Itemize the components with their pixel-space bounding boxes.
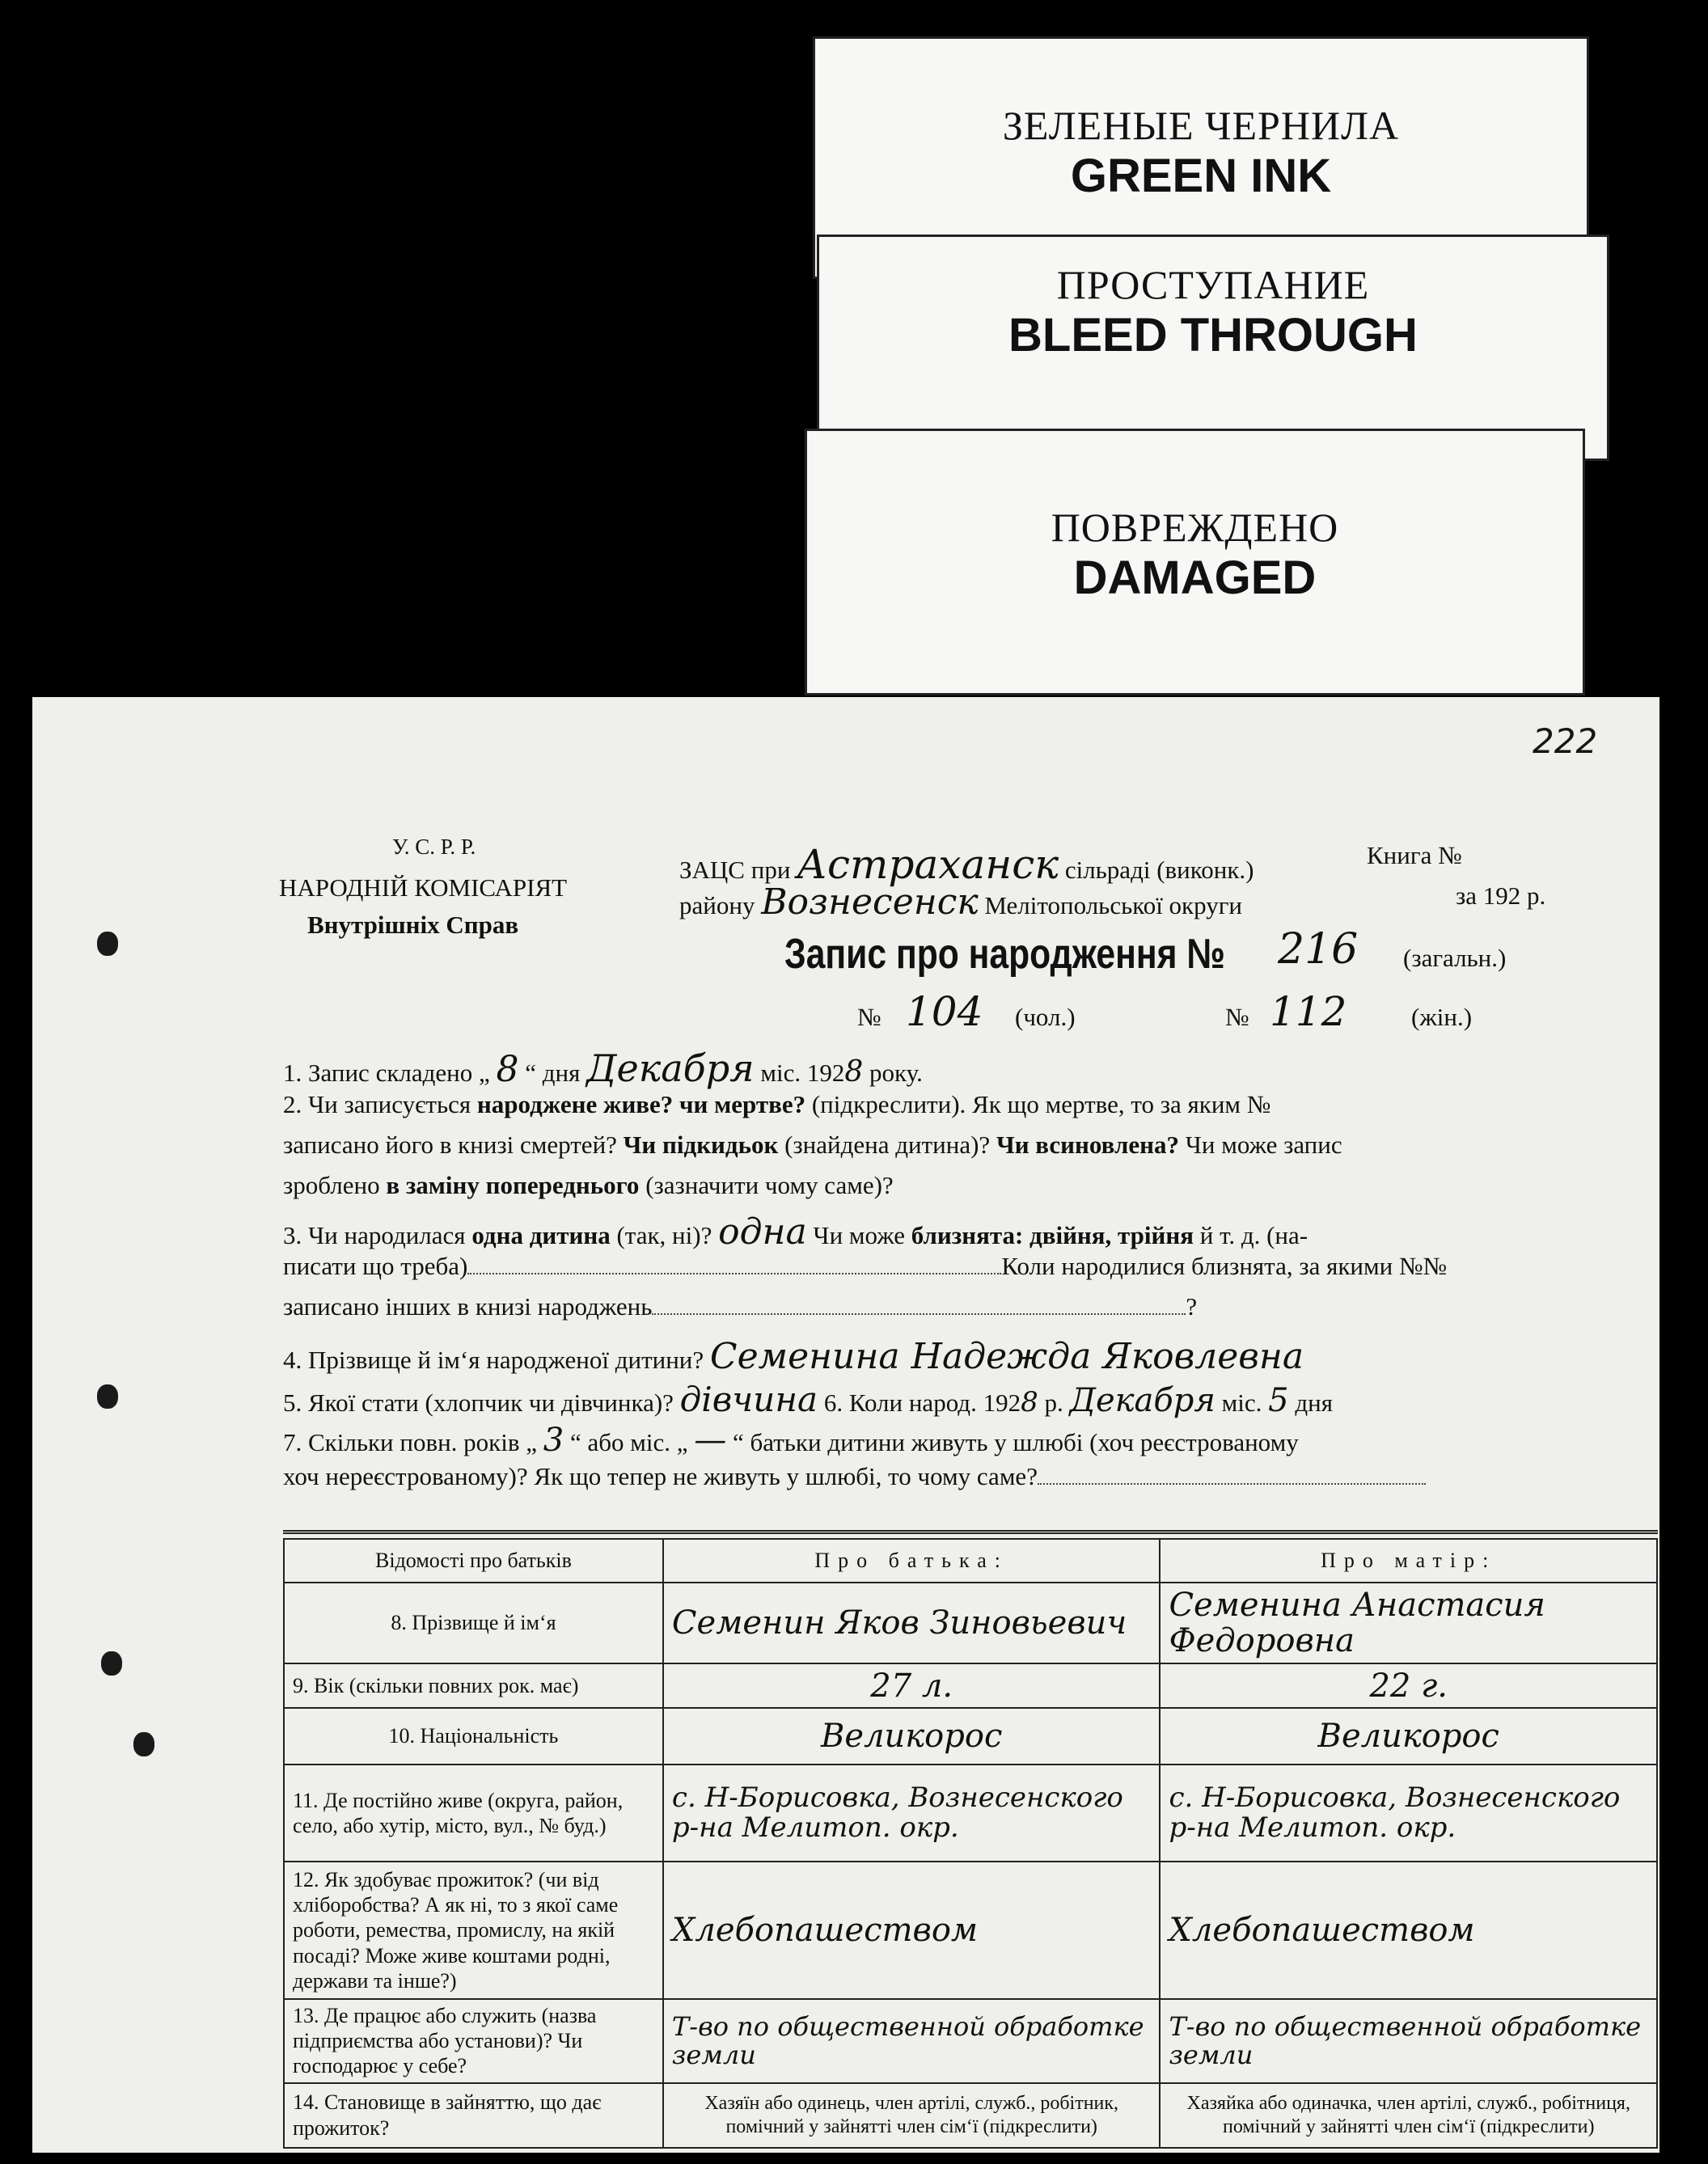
q7-text: “ батьки дитини живуть у шлюбі (хоч реєстрованому xyxy=(733,1428,1299,1456)
table-row xyxy=(284,1708,1657,1765)
father-value: Великорос xyxy=(663,1708,1161,1765)
table-row xyxy=(284,1663,1657,1708)
rayon-label: району xyxy=(679,891,755,919)
q2-text: Чи може запис xyxy=(1178,1131,1342,1159)
parents-table xyxy=(283,1538,1658,2149)
row-label: 10. Національність xyxy=(284,1708,663,1765)
q2-text: Чи всиновлена? xyxy=(996,1131,1179,1159)
father-value: Хлебопашеством xyxy=(663,1862,1161,1999)
mother-value: 22 г. xyxy=(1160,1663,1657,1708)
question-2-line1 xyxy=(283,1090,1270,1119)
q1-text: міс. 192 xyxy=(760,1059,845,1087)
q4-text: 4. Прізвище й ім‘я народженої дитини? xyxy=(283,1346,704,1374)
commissariat-label: НАРОДНІЙ КОМІСАРІЯТ xyxy=(279,873,568,902)
ussr-label: У. С. Р. Р. xyxy=(392,835,476,859)
record-title: Запис про народження № xyxy=(784,931,1225,978)
table-header: Про батька: xyxy=(663,1539,1161,1583)
internal-affairs-label: Внутрішніх Справ xyxy=(307,911,519,939)
fill-line xyxy=(1038,1483,1426,1485)
q3-text: писати що треба) xyxy=(283,1252,468,1280)
general-number: 216 xyxy=(1278,925,1359,974)
q1-text: “ дня xyxy=(525,1059,581,1087)
page-number: 222 xyxy=(1533,721,1598,761)
q7-text: 7. Скільки повн. років „ xyxy=(283,1428,537,1456)
mother-value: Хазяйка або одиначка, член артілі, служб., робітниця, помічний у зайнятті член сім‘ї (підкреслити) xyxy=(1160,2083,1657,2148)
birth-day: 5 xyxy=(1268,1382,1289,1419)
q3-text: 3. Чи народилася xyxy=(283,1221,472,1249)
q2-text: записано його в книзі смертей? xyxy=(283,1131,624,1159)
q2-text: 2. Чи записується xyxy=(283,1090,477,1118)
q6-text: р. xyxy=(1044,1388,1063,1417)
record-year-digit: 8 xyxy=(844,1055,864,1088)
tab-label-en: DAMAGED xyxy=(1073,552,1317,604)
q1-text: 1. Запис складено „ xyxy=(283,1059,490,1087)
damaged-tab xyxy=(805,429,1585,695)
q2-text: (підкреслити). Як що мертве, то за яким № xyxy=(805,1090,1271,1118)
bleed-through-tab xyxy=(817,235,1609,461)
father-value: Т-во по общественной обработке земли xyxy=(663,1999,1161,2083)
table-header-row xyxy=(284,1539,1657,1583)
father-value: Семенин Яков Зиновьевич xyxy=(663,1583,1161,1663)
q6-text: 6. Коли народ. 192 xyxy=(823,1388,1021,1417)
birth-record-sheet xyxy=(32,697,1659,2153)
q5-text: 5. Якої стати (хлопчик чи дівчинка)? xyxy=(283,1388,674,1417)
birth-month: Декабря xyxy=(1069,1382,1215,1419)
tab-label-ru: ПОВРЕЖДЕНО xyxy=(1051,505,1339,550)
father-value: 27 л. xyxy=(663,1663,1161,1708)
general-label: (загальн.) xyxy=(1403,944,1507,972)
single-child-answer: одна xyxy=(718,1211,807,1253)
row-label: 14. Становище в зайняттю, що дає прожиток? xyxy=(284,2083,663,2148)
q2-text: в заміну попереднього xyxy=(386,1171,640,1199)
row-label: 11. Де постійно живе (округа, район, село, або хутір, місто, вул., № буд.) xyxy=(284,1765,663,1862)
question-1 xyxy=(283,1046,923,1090)
table-top-rule xyxy=(283,1530,1658,1534)
fill-line xyxy=(467,1273,1001,1274)
fill-line xyxy=(652,1313,1186,1315)
mother-value: Хлебопашеством xyxy=(1160,1862,1657,1999)
book-number-label: Книга № xyxy=(1367,841,1462,869)
punch-hole xyxy=(133,1732,154,1756)
zags-prefix: ЗАЦС при xyxy=(679,856,791,884)
female-no-sign: № xyxy=(1225,1003,1249,1031)
question-3-line2 xyxy=(283,1252,1447,1281)
q2-text: зроблено xyxy=(283,1171,387,1199)
question-2-line3 xyxy=(283,1171,894,1200)
row-label: 8. Прізвище й ім‘я xyxy=(284,1583,663,1663)
table-header: Відомості про батьків xyxy=(284,1539,663,1583)
child-name: Семенина Надежда Яковлевна xyxy=(709,1336,1304,1377)
female-number: 112 xyxy=(1270,988,1347,1035)
male-number: 104 xyxy=(906,988,983,1035)
q2-text: народжене живе? чи мертве? xyxy=(476,1090,806,1118)
mother-value: Семенина Анастасия Федоровна xyxy=(1160,1583,1657,1663)
q2-text: Чи підкидьок xyxy=(623,1131,779,1159)
punch-hole xyxy=(97,932,118,956)
male-label: (чол.) xyxy=(1015,1003,1076,1031)
row-label: 9. Вік (скільки повних рок. має) xyxy=(284,1663,663,1708)
table-row xyxy=(284,1583,1657,1663)
row-label: 13. Де працює або служить (назва підприємства або установи)? Чи господарює у себе? xyxy=(284,1999,663,2083)
okrug-label: Мелітопольської округи xyxy=(984,891,1243,919)
father-value: с. Н-Борисовка, Вознесенского р-на Мелитоп. окр. xyxy=(663,1765,1161,1862)
mother-value: с. Н-Борисовка, Вознесенского р-на Мелитоп. окр. xyxy=(1160,1765,1657,1862)
q3-text: записано інших в книзі народжень xyxy=(283,1292,653,1321)
q2-text: (зазначити чому саме)? xyxy=(639,1171,894,1199)
tab-label-ru: ПРОСТУПАНИЕ xyxy=(1056,262,1370,307)
q3-text: Чи може xyxy=(813,1221,911,1249)
father-value: Хазяїн або одинець, член артілі, служб., робітник, помічний у зайнятті член сім‘ї (підкреслити) xyxy=(663,2083,1161,2148)
question-7-line2 xyxy=(283,1462,1426,1491)
q3-text: одна дитина xyxy=(471,1221,611,1249)
punch-hole xyxy=(101,1651,122,1676)
rayon-line xyxy=(679,881,1242,923)
table-row xyxy=(284,1862,1657,1999)
q7-text: “ або міс. „ xyxy=(569,1428,688,1456)
record-day: 8 xyxy=(496,1049,519,1090)
q3-text: близнята: двійня, трійня xyxy=(911,1221,1194,1249)
tab-label-en: GREEN INK xyxy=(1070,150,1332,202)
tab-label-en: BLEED THROUGH xyxy=(1008,309,1418,361)
q1-text: року. xyxy=(869,1059,923,1087)
male-no-sign: № xyxy=(857,1003,881,1031)
question-5-6 xyxy=(283,1380,1333,1419)
female-label: (жін.) xyxy=(1411,1003,1473,1031)
question-3-line3 xyxy=(283,1292,1197,1321)
table-header: Про матір: xyxy=(1160,1539,1657,1583)
birth-year-digit: 8 xyxy=(1021,1386,1038,1418)
question-3-line1 xyxy=(283,1211,1308,1253)
year-label: за 192 р. xyxy=(1456,881,1546,910)
q7-text: хоч нереєстрованому)? Як що тепер не живуть у шлюбі, то чому саме? xyxy=(283,1462,1038,1490)
q6-text: міс. xyxy=(1221,1388,1262,1417)
rayon-name: Вознесенск xyxy=(761,881,979,923)
q3-text: Коли народилися близнята, за якими №№ xyxy=(1001,1252,1448,1280)
question-7-line1 xyxy=(283,1422,1299,1459)
q3-text: ? xyxy=(1186,1292,1198,1321)
table-row xyxy=(284,1999,1657,2083)
q3-text: (так, ні)? xyxy=(610,1221,712,1249)
q6-text: дня xyxy=(1295,1388,1333,1417)
row-label: 12. Як здобуває прожиток? (чи від хліборобства? А як ні, то з якої саме роботи, ремества, промислу, на якій посаді? Може живе коштами родні, держави та інше?) xyxy=(284,1862,663,1999)
mother-value: Т-во по общественной обработке земли xyxy=(1160,1999,1657,2083)
marriage-months: — xyxy=(694,1422,727,1459)
marriage-years: 3 xyxy=(543,1422,564,1459)
question-2-line2 xyxy=(283,1131,1342,1160)
village-name: Астраханск xyxy=(797,841,1059,888)
q3-text: й т. д. (на- xyxy=(1194,1221,1308,1249)
table-row xyxy=(284,1765,1657,1862)
record-month: Декабря xyxy=(586,1046,755,1090)
table-row xyxy=(284,2083,1657,2148)
tab-label-ru: ЗЕЛЕНЫЕ ЧЕРНИЛА xyxy=(1002,103,1400,148)
punch-hole xyxy=(97,1384,118,1409)
question-4 xyxy=(283,1336,1304,1377)
child-sex: дівчина xyxy=(679,1380,818,1419)
q2-text: (знайдена дитина)? xyxy=(778,1131,996,1159)
mother-value: Великорос xyxy=(1160,1708,1657,1765)
zags-suffix: сільраді (виконк.) xyxy=(1064,856,1254,884)
